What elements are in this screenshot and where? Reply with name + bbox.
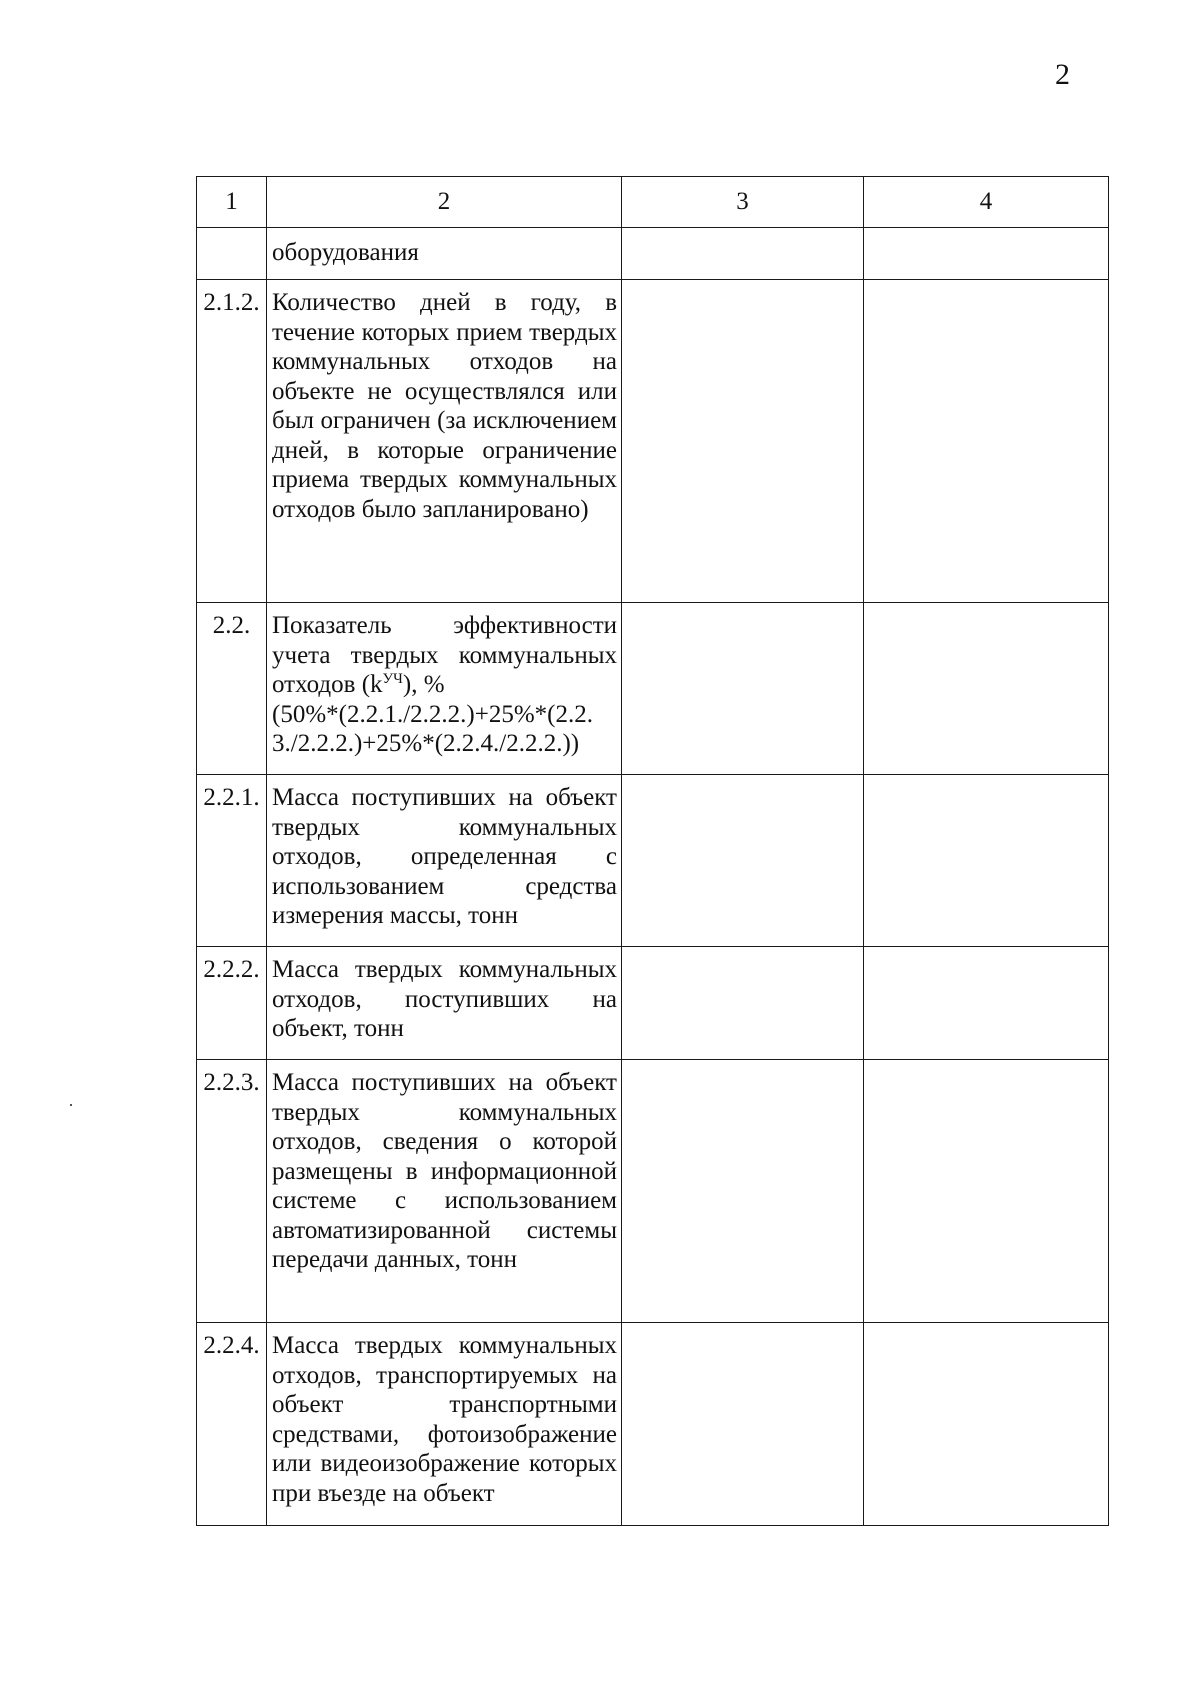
row-col4-cell — [864, 775, 1109, 947]
row-col3-cell — [622, 603, 864, 775]
row-number: 2.2.2. — [197, 947, 267, 1060]
scan-dot — [70, 1104, 72, 1106]
row-number: 2.2.4. — [197, 1323, 267, 1526]
row-col4-cell — [864, 280, 1109, 603]
header-col-1: 1 — [197, 177, 267, 228]
header-col-3: 3 — [622, 177, 864, 228]
row-text: Масса поступивших на объект твердых коммунальных отходов, определенная с использованием средства измерения массы, тонн — [267, 775, 622, 947]
row-col3-cell — [622, 228, 864, 280]
table-row — [197, 1323, 1109, 1526]
indicator-formula: (50%*(2.2.1./2.2.2.)+25%*(2.2.3./2.2.2.)+25%*(2.2.4./2.2.2.)) — [272, 700, 593, 757]
row-text — [267, 603, 622, 775]
row-text: Масса твердых коммунальных отходов, поступивших на объект, тонн — [267, 947, 622, 1060]
row-col3-cell — [622, 1060, 864, 1323]
row-col3-cell — [622, 947, 864, 1060]
row-col4-cell — [864, 228, 1109, 280]
row-col4-cell — [864, 947, 1109, 1060]
row-text: Масса поступивших на объект твердых коммунальных отходов, сведения о которой размещены в информационной системе с использованием автоматизированной системы передачи данных, тонн — [267, 1060, 622, 1323]
indicator-text-before: Показатель эффективности учета твердых коммунальных отходов (k — [272, 612, 617, 698]
table-row — [197, 947, 1109, 1060]
row-col4-cell — [864, 1060, 1109, 1323]
table-row — [197, 228, 1109, 280]
indicator-superscript: УЧ — [382, 671, 403, 687]
row-text: оборудования — [267, 228, 622, 280]
row-col3-cell — [622, 280, 864, 603]
header-col-2: 2 — [267, 177, 622, 228]
row-number: 2.1.2. — [197, 280, 267, 603]
row-col3-cell — [622, 775, 864, 947]
table-row — [197, 1060, 1109, 1323]
row-number: 2.2.3. — [197, 1060, 267, 1323]
table-header-row — [197, 177, 1109, 228]
row-col3-cell — [622, 1323, 864, 1526]
row-col4-cell — [864, 603, 1109, 775]
row-col4-cell — [864, 1323, 1109, 1526]
row-text: Количество дней в году, в течение которых прием твердых коммунальных отходов на объекте не осуществлялся или был ограничен (за исключением дней, в которые ограничение приема твердых коммунальных отходов было запланировано) — [267, 280, 622, 603]
row-number: 2.2. — [197, 603, 267, 775]
row-number: 2.2.1. — [197, 775, 267, 947]
row-number — [197, 228, 267, 280]
table-row — [197, 280, 1109, 603]
header-col-4: 4 — [864, 177, 1109, 228]
indicator-text-after: ), % — [402, 671, 445, 698]
row-text: Масса твердых коммунальных отходов, транспортируемых на объект транспортными средствами, фотоизображение или видеоизображение которых при въезде на объект — [267, 1323, 622, 1526]
indicator-table — [196, 176, 1109, 1526]
table-row — [197, 603, 1109, 775]
page-number: 2 — [1055, 58, 1070, 91]
table-row — [197, 775, 1109, 947]
